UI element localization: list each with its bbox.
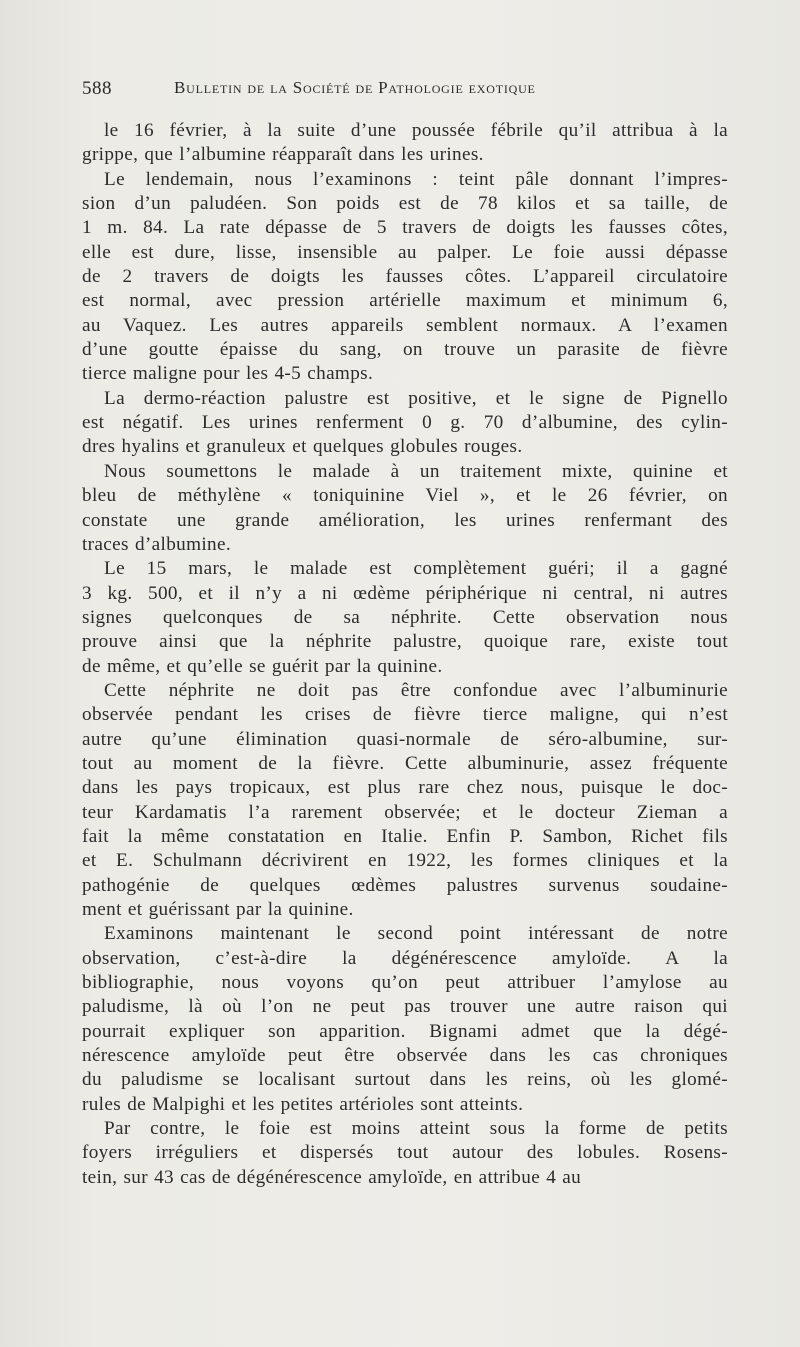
text-line: Par contre, le foie est moins atteint sous la forme de petits xyxy=(104,1118,728,1140)
text-line: Le 15 mars, le malade est complètement guéri; il a gagné xyxy=(104,558,728,580)
text-line: autre qu’une élimination quasi-normale de séro-albumine, sur- xyxy=(82,728,728,750)
text-line: Le lendemain, nous l’examinons : teint pâle donnant l’impres- xyxy=(104,168,728,190)
text-line: nérescence amyloïde peut être observée dans les cas chroniques xyxy=(82,1045,728,1067)
text-line: 1 m. 84. La rate dépasse de 5 travers de doigts les fausses côtes, xyxy=(82,217,728,239)
text-line: grippe, que l’albumine réapparaît dans les urines. xyxy=(82,144,484,166)
text-line: La dermo-réaction palustre est positive, et le signe de Pignello xyxy=(104,387,728,409)
text-line: de même, et qu’elle se guérit par la quinine. xyxy=(82,655,443,677)
text-line: tierce maligne pour les 4-5 champs. xyxy=(82,363,374,385)
text-line: et E. Schulmann décrivirent en 1922, les formes cliniques et la xyxy=(82,850,728,872)
text-line: tein, sur 43 cas de dégénérescence amyloïde, en attribue 4 au xyxy=(82,1166,582,1188)
text-line: rules de Malpighi et les petites artérioles sont atteints. xyxy=(82,1093,524,1115)
text-line: fait la même constatation en Italie. Enfin P. Sambon, Richet fils xyxy=(82,825,728,847)
paragraph xyxy=(82,460,728,557)
paragraph xyxy=(82,679,728,922)
text-line: constate une grande amélioration, les urines renfermant des xyxy=(82,509,728,531)
article-body xyxy=(82,119,728,1190)
text-line: bleu de méthylène « toniquinine Viel », et le 26 février, on xyxy=(82,485,728,507)
text-line: paludisme, là où l’on ne peut pas trouver une autre raison qui xyxy=(82,996,728,1018)
text-line: tout au moment de la fièvre. Cette albuminurie, assez fréquente xyxy=(82,752,728,774)
text-line: elle est dure, lisse, insensible au palper. Le foie aussi dépasse xyxy=(82,241,728,263)
text-line: Cette néphrite ne doit pas être confondue avec l’albuminurie xyxy=(104,679,728,701)
text-line: bibliographie, nous voyons qu’on peut attribuer l’amylose au xyxy=(82,972,728,994)
text-line: sion d’un paludéen. Son poids est de 78 kilos et sa taille, de xyxy=(82,193,728,215)
text-line: pourrait expliquer son apparition. Bignami admet que la dégé- xyxy=(82,1020,728,1042)
page-number: 588 xyxy=(82,78,112,99)
paragraph xyxy=(82,922,728,1117)
text-line: du paludisme se localisant surtout dans les reins, où les glomé- xyxy=(82,1069,728,1091)
text-line: observée pendant les crises de fièvre tierce maligne, qui n’est xyxy=(82,704,728,726)
text-line: dres hyalins et granuleux et quelques globules rouges. xyxy=(82,436,523,458)
text-line: Examinons maintenant le second point intéressant de notre xyxy=(104,923,728,945)
text-line: signes quelconques de sa néphrite. Cette observation nous xyxy=(82,606,728,628)
text-line: teur Kardamatis l’a rarement observée; et le docteur Zieman a xyxy=(82,801,728,823)
text-line: ment et guérissant par la quinine. xyxy=(82,899,354,920)
text-line: le 16 février, à la suite d’une poussée fébrile qu’il attribua à la xyxy=(104,120,728,141)
paragraph xyxy=(82,1117,728,1190)
text-line: au Vaquez. Les autres appareils semblent normaux. A l’examen xyxy=(82,314,728,336)
text-line: prouve ainsi que la néphrite palustre, quoique rare, existe tout xyxy=(82,631,728,653)
running-title: Bulletin de la Société de Pathologie exotique xyxy=(174,78,536,97)
text-line: foyers irréguliers et dispersés tout autour des lobules. Rosens- xyxy=(82,1142,728,1164)
paragraph xyxy=(82,387,728,460)
text-line: traces d’albumine. xyxy=(82,533,232,555)
paragraph xyxy=(82,168,728,387)
text-line: pathogénie de quelques œdèmes palustres survenus soudaine- xyxy=(82,874,728,896)
text-line: observation, c’est-à-dire la dégénérescence amyloïde. A la xyxy=(82,947,728,969)
paragraph xyxy=(82,557,728,679)
text-line: dans les pays tropicaux, est plus rare chez nous, puisque le doc- xyxy=(82,777,728,799)
text-line: est négatif. Les urines renferment 0 g. 70 d’albumine, des cylin- xyxy=(82,412,728,434)
text-line: de 2 travers de doigts les fausses côtes. L’appareil circulatoire xyxy=(82,266,728,288)
page-header xyxy=(82,78,728,102)
text-line: Nous soumettons le malade à un traitement mixte, quinine et xyxy=(104,460,728,482)
text-line: 3 kg. 500, et il n’y a ni œdème périphérique ni central, ni autres xyxy=(82,582,728,604)
paragraph xyxy=(82,119,728,168)
text-line: d’une goutte épaisse du sang, on trouve un parasite de fièvre xyxy=(82,339,728,361)
text-line: est normal, avec pression artérielle maximum et minimum 6, xyxy=(82,290,728,312)
